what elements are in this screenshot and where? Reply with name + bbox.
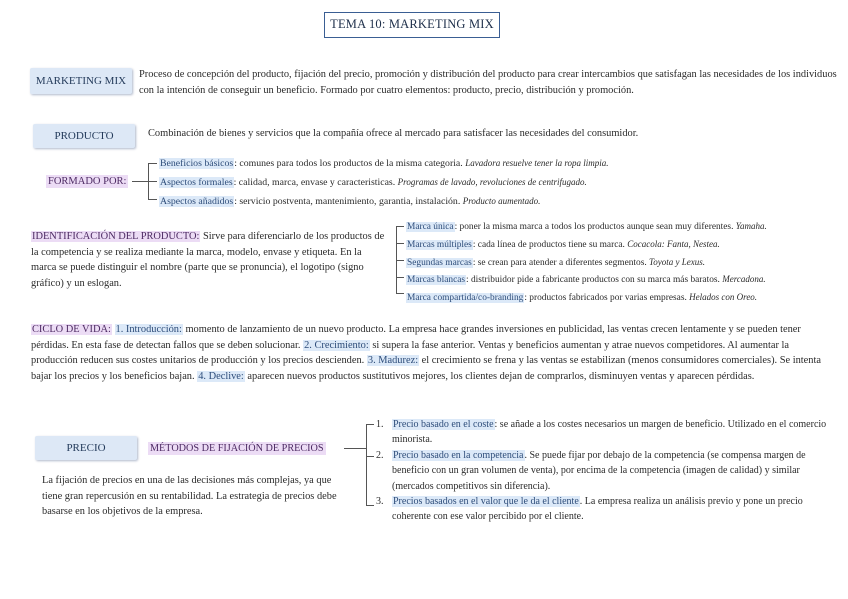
item-text: . Se puede fijar por debajo de la competencia (se compensa margen de beneficio con un gran volumen de venta), por encima de la competencia (imagen de calidad) y similar (mercados competitivos sin diferencia). <box>392 449 806 492</box>
item-text: : distribuidor pide a fabricante productos con su marca más baratos. <box>466 275 720 286</box>
item-term: Aspectos formales <box>160 177 233 189</box>
stage-text: aparecen nuevos productos sustitutivos mejores, los clientes dejan de comprarlos, disminuyen ventas y aparecen pérdidas. <box>244 370 755 382</box>
item-term: Aspectos añadidos <box>160 196 234 208</box>
stage-label: 3. Madurez: <box>367 355 419 367</box>
formado-por-label: FORMADO POR: <box>48 176 127 187</box>
item-term: Marcas múltiples <box>407 239 472 250</box>
precio-text: La fijación de precios en una de las decisiones más complejas, ya que tiene gran repercusión en su rentabilidad. La estrategia de precios debe basarse en los objetivos de la empresa. <box>42 475 337 518</box>
list-item <box>159 173 759 192</box>
item-text: : se crean para atender a diferentes segmentos. <box>472 257 647 268</box>
metodos-label: MÉTODOS DE FIJACIÓN DE PRECIOS <box>150 443 324 454</box>
item-term: Segundas marcas <box>407 257 472 268</box>
item-term: Beneficios básicos <box>160 158 234 169</box>
item-text: : comunes para todos los productos de la misma categoria. <box>234 158 463 169</box>
item-example: Lavadora resuelve tener la ropa limpia. <box>465 158 609 168</box>
list-item <box>406 254 846 272</box>
item-example: Helados con Oreo. <box>689 292 758 303</box>
bracket-tick <box>148 199 157 200</box>
list-item <box>406 218 846 236</box>
precio-label: PRECIO <box>35 436 137 460</box>
ciclo-heading: CICLO DE VIDA: <box>32 324 111 335</box>
stage-text: si supera la fase anterior. Ventas y beneficios aumentan y atrae nuevos competidores. Al aumentar la producción reducen sus costes unitarios de producción y los precios descienden. <box>31 339 790 367</box>
bracket-tick <box>396 277 404 278</box>
metodos-list <box>376 417 840 525</box>
brand-types-list <box>406 218 846 307</box>
stage-text: momento de lanzamiento de un nuevo producto. La empresa hace grandes inversiones en publicidad, las ventas crecen lentamente y se pueden tener pérdidas. En esta fase de detectan fallos que se deben solucionar. <box>31 324 801 351</box>
marketing-mix-label: MARKETING MIX <box>30 68 132 94</box>
item-number: 2. <box>376 449 384 461</box>
bracket-vertical <box>366 424 367 506</box>
item-term: Precio basado en el coste <box>393 419 494 430</box>
formado-por-list <box>159 154 759 212</box>
bracket-tick <box>366 505 374 506</box>
ciclo-de-vida-text <box>31 322 833 384</box>
item-example: Yamaha. <box>735 221 767 231</box>
stage-text: el crecimiento se frena y las ventas se estabilizan (menos consumidores comerciales). Se intenta bajar los precios y los beneficios bajan. <box>31 355 821 382</box>
item-example: Cocacola: Fanta, Nestea. <box>627 238 720 249</box>
producto-label: PRODUCTO <box>33 124 135 148</box>
list-item <box>376 417 840 448</box>
bracket-tick <box>396 226 404 227</box>
bracket-tick <box>396 243 404 244</box>
page-title: TEMA 10: MARKETING MIX <box>324 12 500 38</box>
bracket-connector <box>132 181 148 182</box>
bracket-tick <box>366 424 374 425</box>
identificacion-body: Sirve para diferenciarlo de los productos de la competencia y se realiza mediante la marca, modelo, envase y etiqueta. En la marca se puede distinguir el nombre (parte que se pronuncia), el logotipo (signo gráfico) y un eslogan. <box>31 231 385 289</box>
stage-label: 4. Declive: <box>198 370 244 382</box>
identificacion-heading: IDENTIFICACIÓN DEL PRODUCTO: <box>32 231 200 242</box>
item-text: : calidad, marca, envase y caracteristicas. <box>233 177 396 189</box>
stage-label: 1. Introducción: <box>115 324 182 335</box>
list-item <box>406 289 846 307</box>
bracket-tick <box>148 163 157 164</box>
list-item <box>406 236 846 254</box>
item-example: Programas de lavado, revoluciones de centrifugado. <box>397 177 587 188</box>
item-text: : servicio postventa, mantenimiento, garantia, instalación. <box>234 196 461 208</box>
bracket-tick <box>148 181 157 182</box>
item-text: : se añade a los costes necesarios un margen de beneficio. Utilizado en el comercio minorista. <box>392 419 827 446</box>
item-example: Toyota y Lexus. <box>649 256 705 267</box>
bracket-tick <box>366 456 374 457</box>
item-term: Precios basados en el valor que le da el cliente <box>393 496 579 508</box>
list-item <box>376 494 840 525</box>
item-number: 3. <box>376 496 384 508</box>
item-example: Mercadona. <box>722 274 766 285</box>
list-item <box>376 448 840 494</box>
item-term: Precio basado en la competencia <box>393 449 524 461</box>
item-term: Marcas blancas <box>407 275 466 286</box>
bracket-connector <box>344 448 366 449</box>
producto-text: Combinación de bienes y servicios que la compañía ofrece al mercado para satisfacer las necesidades del consumidor. <box>148 128 639 139</box>
item-text: : poner la misma marca a todos los productos aunque sean muy diferentes. <box>454 222 734 232</box>
bracket-tick <box>396 293 404 294</box>
item-text: . La empresa realiza un análisis previo y pone un precio coherente con ese valor percibido por el cliente. <box>392 496 803 523</box>
identificacion-text <box>31 229 386 291</box>
stage-label: 2. Crecimiento: <box>304 339 369 351</box>
item-number: 1. <box>376 419 384 430</box>
item-term: Marca única <box>407 222 454 232</box>
list-item <box>159 154 759 173</box>
item-text: : productos fabricados por varias empresas. <box>524 293 687 304</box>
marketing-mix-text: Proceso de concepción del producto, fijación del precio, promoción y distribución del producto para crear intercambios que satisfagan las necesidades de los individuos con la intención de conseguir un beneficio. Formado por cuatro elementos: producto, precio, distribución y promoción. <box>139 69 837 96</box>
bracket-tick <box>396 260 404 261</box>
list-item <box>159 192 759 211</box>
list-item <box>406 271 846 289</box>
item-text: : cada línea de productos tiene su marca. <box>472 239 625 250</box>
item-term: Marca compartida/co-branding <box>407 293 524 304</box>
item-example: Producto aumentado. <box>462 196 541 207</box>
